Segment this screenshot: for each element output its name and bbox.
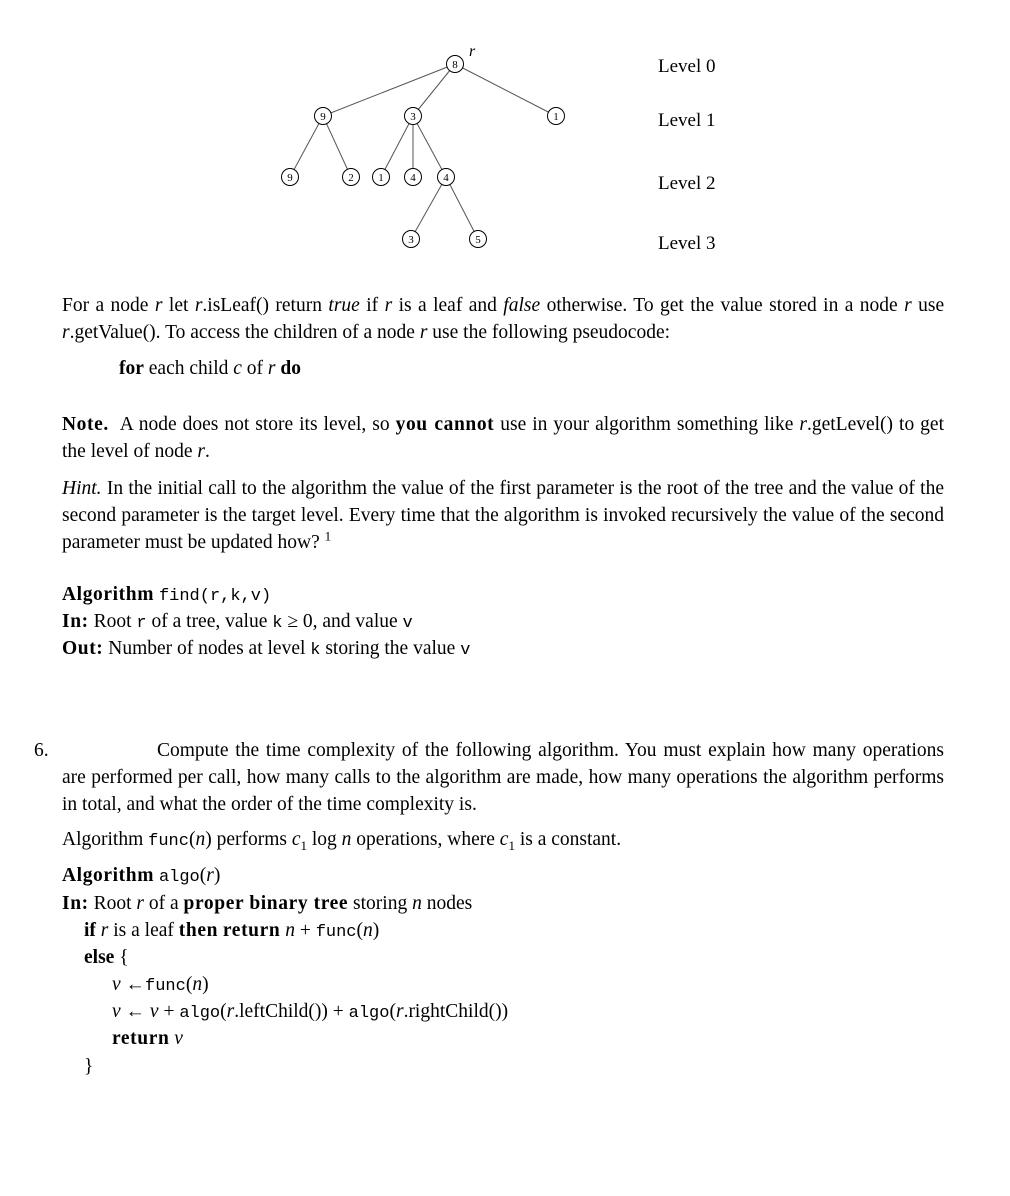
- tree-edge: [446, 177, 478, 239]
- intro-paragraph: For a node r let r.isLeaf() return true if r is a leaf and false otherwise. To get the value stored in a node r use r.getValue(). To access the children of a node r use the following pseudocode:: [62, 295, 945, 343]
- tree-node: [373, 169, 390, 186]
- tree-node: [315, 108, 332, 125]
- tree-edge: [413, 116, 446, 177]
- algo-input: In: Root r of a proper binary tree storing n nodes: [62, 893, 473, 914]
- question-6-prompt: Compute the time complexity of the following algorithm. You must explain how many operations are performed per call, how many calls to the algorithm are made, how many operations the algorithm performs in total, and what the order of the time complexity is.: [62, 740, 944, 815]
- tree-node: [405, 108, 422, 125]
- tree-edge: [323, 64, 455, 116]
- root-label: r: [469, 43, 476, 60]
- svg-text:1: 1: [378, 172, 384, 184]
- tree-edge: [290, 116, 323, 177]
- tree-edge: [411, 177, 446, 239]
- tree-node: [438, 169, 455, 186]
- algo-close-brace: }: [84, 1056, 94, 1077]
- tree-node: [405, 169, 422, 186]
- tree-node: [343, 169, 360, 186]
- pseudocode-for-each: for each child c of r do: [119, 358, 301, 379]
- tree-node: [470, 231, 487, 248]
- svg-text:4: 4: [410, 172, 416, 184]
- find-algorithm-input: In: Root r of a tree, value k ≥ 0, and value v: [62, 611, 413, 633]
- svg-text:4: 4: [443, 172, 449, 184]
- tree-diagram: [270, 40, 610, 260]
- algo-else-line: else {: [84, 947, 129, 968]
- algo-return-line: return v: [112, 1028, 183, 1049]
- find-algorithm-output: Out: Number of nodes at level k storing the value v: [62, 638, 471, 660]
- level-label: Level 3: [658, 233, 716, 254]
- algo-header: Algorithm algo(r): [62, 865, 221, 887]
- note-paragraph: Note. A node does not store its level, so you cannot use in your algorithm something like r.getLevel() to get the level of node r.: [62, 414, 944, 462]
- question-number: 6.: [34, 740, 49, 761]
- algo-assign-recursive: v ← v + algo(r.leftChild()) + algo(r.rightChild()): [112, 1001, 509, 1023]
- svg-text:3: 3: [408, 234, 414, 246]
- algo-if-line: if r is a leaf then return n + func(n): [84, 920, 380, 942]
- hint-paragraph: Hint. In the initial call to the algorithm the value of the first parameter is the root of the tree and the value of the second parameter is the target level. Every time that the algorithm is invoked recursively the value of the second parameter must be updated how? $^1$: [62, 478, 944, 553]
- level-label: Level 0: [658, 56, 716, 77]
- tree-node: [282, 169, 299, 186]
- tree-edge: [323, 116, 351, 177]
- svg-text:9: 9: [287, 172, 293, 184]
- level-label: Level 1: [658, 110, 716, 131]
- svg-text:2: 2: [348, 172, 354, 184]
- svg-text:8: 8: [452, 59, 458, 71]
- svg-text:9: 9: [320, 111, 326, 123]
- svg-text:1: 1: [553, 111, 559, 123]
- tree-node-root: [447, 56, 464, 73]
- func-description: Algorithm func(n) performs $c_1$ log n operations, where $c_1$ is a constant.: [62, 829, 622, 853]
- level-label: Level 2: [658, 173, 716, 194]
- find-algorithm-header: Algorithm find(r,k,v): [62, 584, 272, 606]
- tree-edge: [381, 116, 413, 177]
- svg-text:3: 3: [410, 111, 416, 123]
- svg-text:5: 5: [475, 234, 481, 246]
- tree-edge: [455, 64, 556, 116]
- algo-assign-func: v ←func(n): [112, 974, 209, 996]
- tree-node: [403, 231, 420, 248]
- tree-node: [548, 108, 565, 125]
